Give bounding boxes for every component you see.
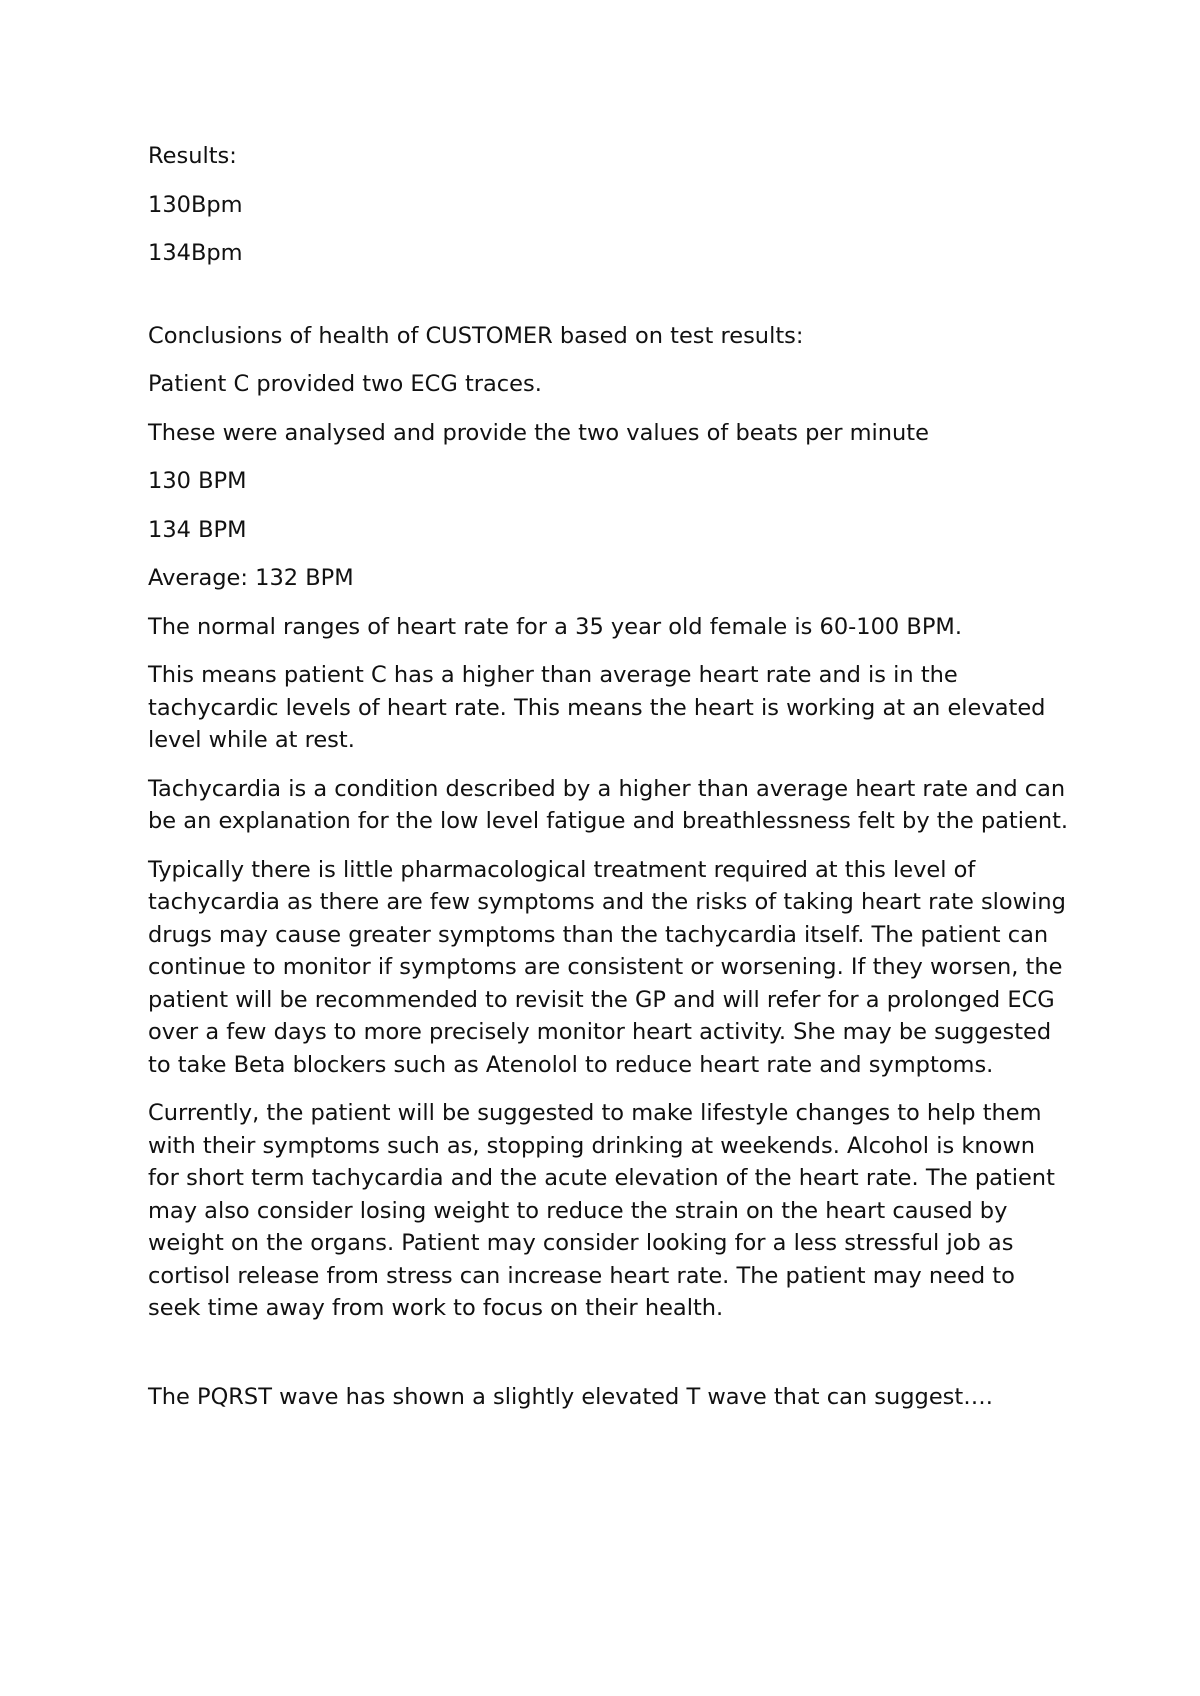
bpm-value-1: 130 BPM: [148, 468, 247, 494]
average-bpm: Average: 132 BPM: [148, 565, 354, 591]
result-value-2: 134Bpm: [148, 240, 243, 266]
paragraph: Currently, the patient will be suggested to make lifestyle changes to help them with their symptoms such as, stopping drinking at weekends. Alcohol is known for short term tachycardia and the acute elevation of the heart rate. The patient may also consider losing weight to reduce the strain on the heart caused by weight on the organs. Patient may consider looking for a less stressful job as cortisol release from stress can increase heart rate. The patient may need to seek time away from work to focus on their health.: [148, 1100, 1055, 1321]
bpm-value-2: 134 BPM: [148, 516, 247, 543]
results-heading: Results:: [148, 143, 237, 169]
paragraph: Tachycardia is a condition described by a higher than average heart rate and can be an explanation for the low level fatigue and breathlessness felt by the patient.: [148, 775, 1069, 834]
result-value-1: 130Bpm: [148, 191, 243, 218]
final-line: The PQRST wave has shown a slightly elevated T wave that can suggest….: [148, 1383, 993, 1410]
paragraph: The normal ranges of heart rate for a 35 year old female is 60-100 BPM.: [148, 613, 962, 640]
paragraph: These were analysed and provide the two values of beats per minute: [148, 419, 929, 446]
paragraph: Patient C provided two ECG traces.: [148, 371, 542, 397]
document-body: [148, 140, 1073, 1429]
paragraph: Typically there is little pharmacological treatment required at this level of tachycardia as there are few symptoms and the risks of taking heart rate slowing drugs may cause greater symptoms than the tachycardia itself. The patient can continue to monitor if symptoms are consistent or worsening. If they worsen, the patient will be recommended to revisit the GP and will refer for a prolonged ECG over a few days to more precisely monitor heart activity. She may be suggested to take Beta blockers such as Atenolol to reduce heart rate and symptoms.: [148, 856, 1066, 1078]
paragraph: This means patient C has a higher than average heart rate and is in the tachycardic levels of heart rate. This means the heart is working at an elevated level while at rest.: [148, 662, 1046, 753]
conclusions-heading: Conclusions of health of CUSTOMER based on test results:: [148, 322, 804, 349]
